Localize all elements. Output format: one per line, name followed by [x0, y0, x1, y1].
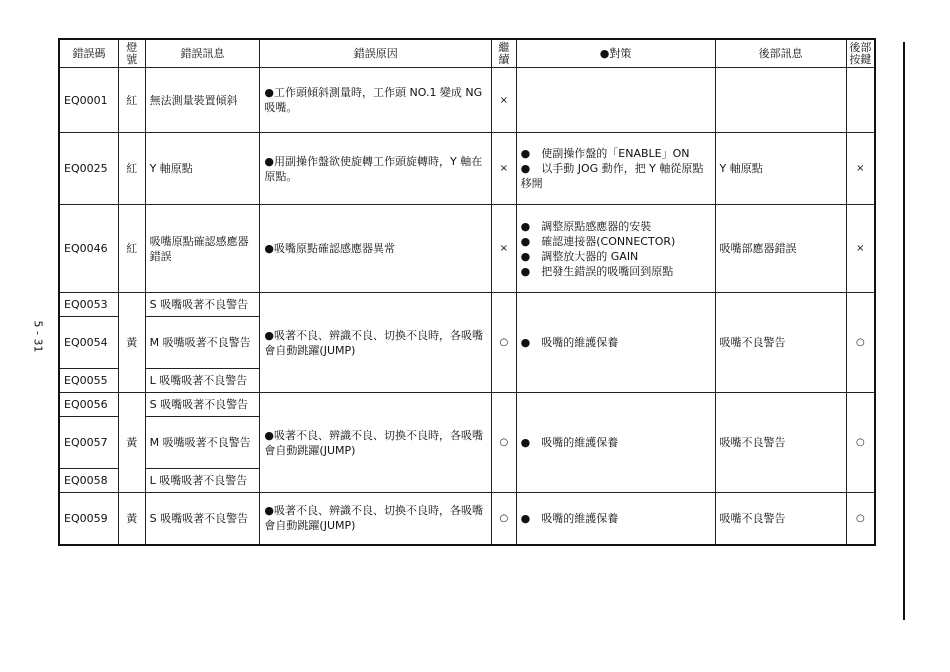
- continue-mark: ×: [492, 133, 517, 205]
- continue-mark: ×: [492, 205, 517, 293]
- error-code: EQ0056: [59, 393, 118, 417]
- error-message: Y 軸原點: [145, 133, 260, 205]
- light-color: 黃: [118, 393, 145, 493]
- action-item: ● 調整原點感應器的安裝: [520, 219, 652, 233]
- back-key: ○: [846, 493, 875, 545]
- light-color: 紅: [118, 68, 145, 133]
- error-message: L 吸嘴吸著不良警告: [145, 369, 260, 393]
- error-code: EQ0001: [59, 68, 118, 133]
- action-item: ● 確認連接器(CONNECTOR): [520, 234, 676, 248]
- table-row: [59, 293, 875, 317]
- error-cause: ●用副操作盤欲使旋轉工作頭旋轉時，Y 軸在原點。: [260, 133, 492, 205]
- table-row: [59, 133, 875, 205]
- back-message: [715, 68, 846, 133]
- action-cell: ● 吸嘴的維護保養: [516, 293, 715, 393]
- action-cell: [516, 133, 715, 205]
- action-item: ● 以手動 JOG 動作，把 Y 軸從原點移開: [520, 162, 704, 190]
- header-back-key: 後部按鍵: [846, 39, 875, 68]
- header-row: [59, 39, 875, 68]
- error-message: M 吸嘴吸著不良警告: [145, 317, 260, 369]
- light-color: 紅: [118, 133, 145, 205]
- error-code: EQ0025: [59, 133, 118, 205]
- error-cause: ●吸著不良、辨識不良、切換不良時，各吸嘴會自動跳躍(JUMP): [260, 293, 492, 393]
- table-row: [59, 393, 875, 417]
- table-row: [59, 493, 875, 545]
- error-cause: ●吸著不良、辨識不良、切換不良時，各吸嘴會自動跳躍(JUMP): [260, 493, 492, 545]
- header-back-message: 後部訊息: [715, 39, 846, 68]
- table-row: [59, 68, 875, 133]
- error-code: EQ0055: [59, 369, 118, 393]
- error-message: S 吸嘴吸著不良警告: [145, 293, 260, 317]
- header-action: ●對策: [516, 39, 715, 68]
- back-key: ×: [846, 205, 875, 293]
- light-color: 黃: [118, 493, 145, 545]
- error-message: L 吸嘴吸著不良警告: [145, 469, 260, 493]
- back-key: ○: [846, 293, 875, 393]
- header-light: 燈號: [118, 39, 145, 68]
- header-continue: 繼續: [492, 39, 517, 68]
- back-message: 吸嘴不良警告: [715, 493, 846, 545]
- back-message: Y 軸原點: [715, 133, 846, 205]
- error-message: S 吸嘴吸著不良警告: [145, 393, 260, 417]
- action-item: ● 把發生錯誤的吸嘴回到原點: [520, 264, 674, 278]
- error-message: 無法測量裝置傾斜: [145, 68, 260, 133]
- header-message: 錯誤訊息: [145, 39, 260, 68]
- margin-rule: [903, 42, 905, 620]
- header-cause: 錯誤原因: [260, 39, 492, 68]
- error-code-table: [58, 38, 876, 546]
- error-code: EQ0046: [59, 205, 118, 293]
- error-message: M 吸嘴吸著不良警告: [145, 417, 260, 469]
- error-code: EQ0057: [59, 417, 118, 469]
- header-code: 錯誤碼: [59, 39, 118, 68]
- action-cell: ● 吸嘴的維護保養: [516, 493, 715, 545]
- action-cell: [516, 68, 715, 133]
- back-key: [846, 68, 875, 133]
- back-message: 吸嘴不良警告: [715, 393, 846, 493]
- error-message: 吸嘴原點確認感應器錯誤: [145, 205, 260, 293]
- back-message: 吸嘴不良警告: [715, 293, 846, 393]
- light-color: 紅: [118, 205, 145, 293]
- back-message: 吸嘴部應器錯誤: [715, 205, 846, 293]
- continue-mark: ×: [492, 68, 517, 133]
- action-item: ● 使副操作盤的「ENABLE」ON: [520, 147, 690, 160]
- back-key: ×: [846, 133, 875, 205]
- error-cause: ●工作頭傾斜測量時，工作頭 NO.1 變成 NG 吸嘴。: [260, 68, 492, 133]
- action-cell: [516, 205, 715, 293]
- error-code: EQ0058: [59, 469, 118, 493]
- error-code: EQ0053: [59, 293, 118, 317]
- error-message: S 吸嘴吸著不良警告: [145, 493, 260, 545]
- continue-mark: ○: [492, 493, 517, 545]
- error-cause: ●吸嘴原點確認感應器異常: [260, 205, 492, 293]
- continue-mark: ○: [492, 293, 517, 393]
- light-color: 黃: [118, 293, 145, 393]
- error-code: EQ0054: [59, 317, 118, 369]
- back-key: ○: [846, 393, 875, 493]
- action-item: ● 調整放大器的 GAIN: [520, 249, 639, 263]
- error-cause: ●吸著不良、辨識不良、切換不良時，各吸嘴會自動跳躍(JUMP): [260, 393, 492, 493]
- continue-mark: ○: [492, 393, 517, 493]
- error-code: EQ0059: [59, 493, 118, 545]
- page-number: 5 - 31: [31, 320, 45, 353]
- table-row: [59, 205, 875, 293]
- action-cell: ● 吸嘴的維護保養: [516, 393, 715, 493]
